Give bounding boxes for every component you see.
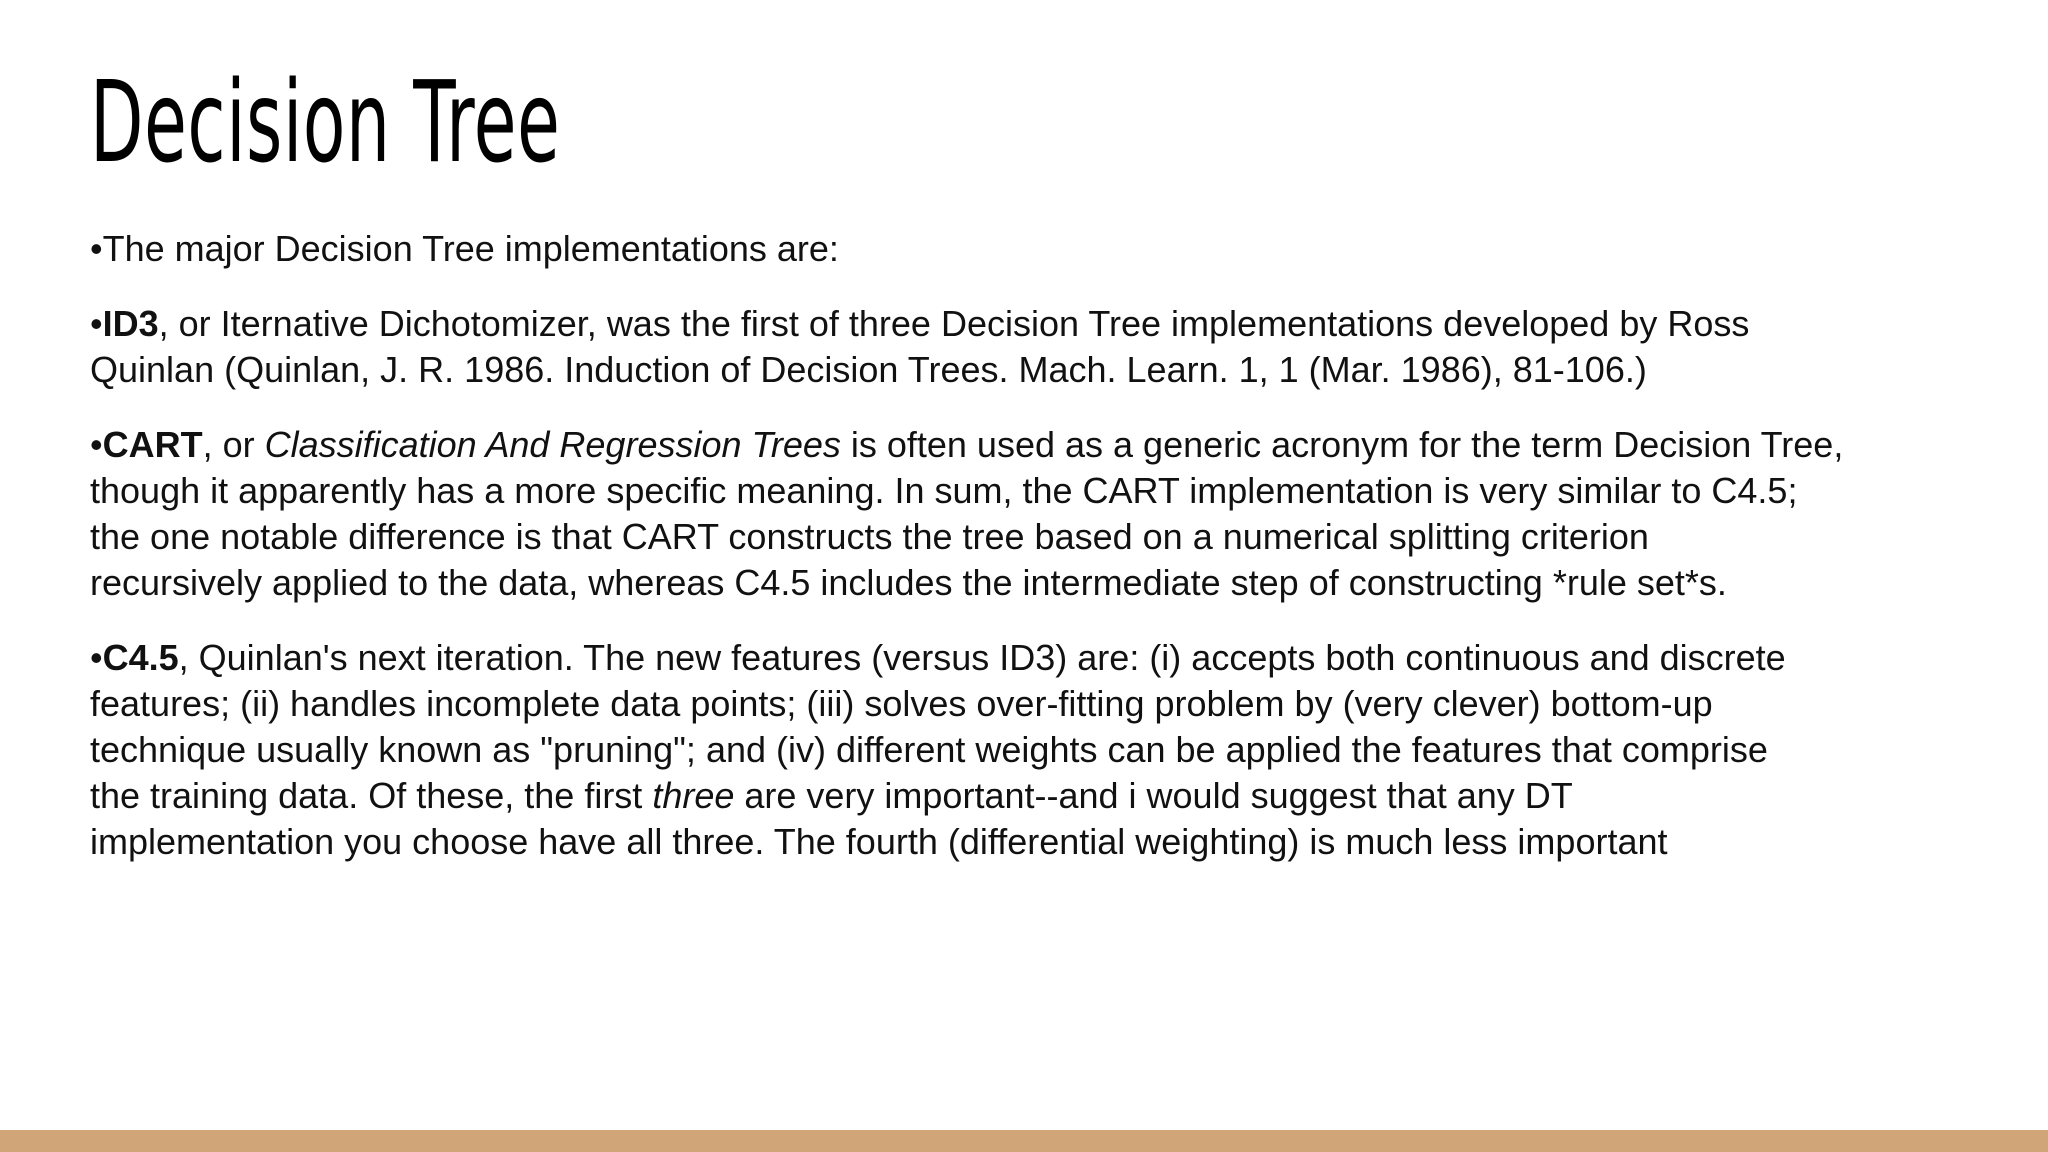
c45-text-4a: the training data. Of these, the first [90,775,653,816]
cart-expansion: Classification And Regression Trees [264,424,841,465]
id3-text-1: , or Iternative Dichotomizer, was the first of three Decision Tree implementations developed by Ross [158,303,1750,344]
bullet-marker: • [90,228,103,269]
bullet-marker: • [90,637,103,678]
cart-line-2: though it apparently has a more specific meaning. In sum, the CART implementation is very similar to C4.5; [90,470,1798,511]
bullet-c45 [90,635,1970,865]
c45-text-4b: are very important--and i would suggest that any DT [734,775,1573,816]
c45-term: C4.5 [102,637,179,678]
c45-line-4 [90,773,1970,819]
bullet-id3 [90,301,1970,393]
cart-term: CART [102,424,203,465]
c45-line-2: features; (ii) handles incomplete data points; (iii) solves over-fitting problem by (very clever) bottom-up [90,683,1713,724]
cart-sep: , or [202,424,265,465]
cart-text-1: is often used as a generic acronym for the term Decision Tree, [840,424,1844,465]
c45-emphasis-three: three [652,775,735,816]
cart-line-4: recursively applied to the data, whereas C4.5 includes the intermediate step of constructing *rule set*s. [90,562,1727,603]
c45-text-1: , Quinlan's next iteration. The new features (versus ID3) are: (i) accepts both continuous and discrete [178,637,1786,678]
c45-line-5: implementation you choose have all three. The fourth (differential weighting) is much less important [90,821,1668,862]
c45-line-3: technique usually known as "pruning"; and (iv) different weights can be applied the features that comprise [90,729,1768,770]
bullet-intro [90,226,1970,272]
intro-text: The major Decision Tree implementations are: [102,228,839,269]
id3-line-2: Quinlan (Quinlan, J. R. 1986. Induction of Decision Trees. Mach. Learn. 1, 1 (Mar. 1986), 81-106.) [90,349,1647,390]
bullet-marker: • [90,424,103,465]
cart-line-3: the one notable difference is that CART constructs the tree based on a numerical splitting criterion [90,516,1649,557]
slide-body [90,226,1970,894]
bullet-cart [90,422,1970,606]
cart-line-1 [90,422,1970,468]
id3-term: ID3 [102,303,159,344]
id3-line-1 [90,301,1970,347]
c45-line-1 [90,635,1970,681]
slide-title: Decision Tree [90,58,561,188]
footer-accent-bar [0,1130,2048,1152]
bullet-marker: • [90,303,103,344]
